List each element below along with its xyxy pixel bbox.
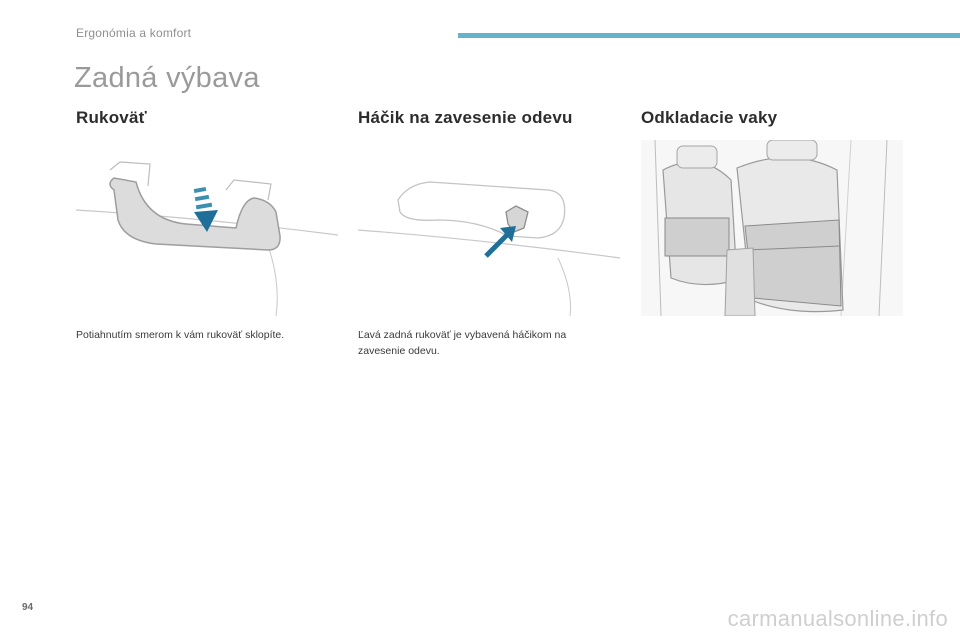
grab-handle-arrow-down-icon	[76, 140, 338, 316]
coat-hook-arrow-icon	[358, 140, 620, 316]
heading-rukovat: Rukoväť	[76, 108, 147, 127]
grab-handle-illustration	[76, 140, 338, 316]
section-label: Ergonómia a komfort	[76, 26, 192, 40]
heading-odkladacie-vaky: Odkladacie vaky	[641, 108, 778, 127]
page-title: Zadná výbava	[74, 62, 260, 94]
text-rukovat: Potiahnutím smerom k vám rukoväť sklopíte.	[76, 329, 285, 341]
text-hacik: Ľavá zadná rukoväť je vybavená háčikom na zavesenie odevu.	[358, 329, 567, 357]
watermark: carmanualsonline.info	[727, 606, 948, 631]
coat-hook-illustration	[358, 140, 620, 316]
heading-hacik: Háčik na zavesenie odevu	[358, 108, 573, 127]
header-accent-bar	[458, 33, 960, 38]
seatback-pockets-illustration	[641, 140, 903, 316]
page-number: 94	[22, 602, 34, 613]
seatback-pockets-icon	[641, 140, 903, 316]
